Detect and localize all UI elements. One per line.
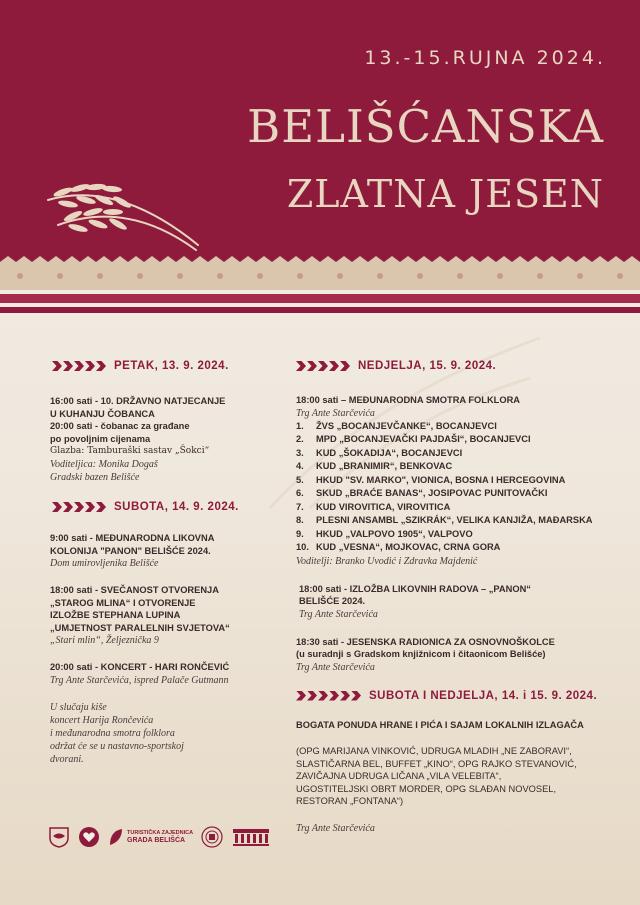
stripe-top [0, 294, 640, 303]
wheat-icon [38, 170, 208, 260]
heart-emblem-icon [78, 826, 100, 848]
sunday-exhibition: 18:00 sati - IZLOŽBA LIKOVNIH RADOVA – „PANON“ BELIŠĆE 2024. Trg Ante Starčevića [299, 583, 531, 620]
vendor-list: (OPG MARIJANA VINKOVIĆ, UDRUGA MLADIH „NE ZABORAVI“, SLASTIČARNA BEL, BUFFET „KINO“, OPG RAJKO STEVANOVIĆ, ZAVIČAJNA UDRUGA LIČANA „VILA VELEBITA“, UGOSTITELJSKI OBRT MORDER, OPG SLAĐAN NOVOSEL, RESTORAN „FONTANA“) [296, 746, 577, 806]
saturday-event-3: 20:00 sati - KONCERT - HARI RONČEVIĆ Trg Ante Starčevića, ispred Palače Gutmann [50, 662, 230, 686]
saturday-event-1: 9:00 sati - MEĐUNARODNA LIKOVNA KOLONIJA "PANON" BELIŠĆE 2024. Dom umirovljenika Belišće [50, 533, 215, 569]
title-line-2: ZLATNA JESEN [286, 172, 604, 216]
rain-note: U slučaju kiše koncert Harija Rončevića i međunarodna smotra folklora održat će se u nastavno-sportskoj dvorani. [50, 701, 184, 765]
friday-place: Gradski bazen Belišće [50, 472, 140, 483]
list-item: 9. HKUD „VALPOVO 1905“, VALPOVO [296, 528, 473, 539]
list-item: 1. ŽVS „BOCANJEVČANKE“, BOCANJEVCI [296, 420, 497, 431]
sunday-heading: NEDJELJA, 15. 9. 2024. [296, 356, 621, 376]
friday-heading: PETAK, 13. 9. 2024. [52, 356, 296, 376]
list-item: 4. KUD „BRANIMIR“, BENKOVAC [296, 461, 453, 471]
saturday-event-2: 18:00 sati - SVEČANOST OTVORENJA „STAROG MLINA“ I OTVORENJE IZLOŽBE STEPHANA LUPINA „UMJETNOST PARALELNIH SVJETOVA“ „Stari mlin“, Željeznička 9 [50, 585, 230, 646]
friday-events: 16:00 sati - 10. DRŽAVNO NATJECANJE U KUHANJU ČOBANCA 20:00 sati - čobanac za građane po povoljnim cijenama Glazba: Tamburaški sastav „Šokci“ Voditeljica: Monika Dogaš Gradski bazen Belišće [50, 395, 296, 484]
weekend-fair: BOGATA PONUDA HRANE I PIĆA I SAJAM LOKALNIH IZLAGAČA (OPG MARIJANA VINKOVIĆ, UDRUGA MLADIH „NE ZABORAVI“, SLASTIČARNA BEL, BUFFET „KINO“, OPG RAJKO STEVANOVIĆ, ZAVIČAJNA UDRUGA LIČANA „VILA VELEBITA“, UGOSTITELJSKI OBRT MORDER, OPG SLAĐAN NOVOSEL, RESTORAN „FONTANA“) Trg Ante Starčevića [296, 719, 621, 835]
title-line-1: BELIŠĆANSKA [247, 100, 604, 153]
library-building-icon [231, 826, 271, 848]
stripe-bottom [0, 307, 640, 313]
friday-host: Voditeljica: Monika Dogaš [50, 459, 158, 470]
list-item: 8. PLESNI ANSAMBL „SZIKRÁK“, VELIKA KANJIŽA, MAĐARSKA [296, 515, 593, 525]
arrows-icon [52, 361, 106, 371]
sunday-folklore: 18:00 sati – MEĐUNARODNA SMOTRA FOLKLORA Trg Ante Starčevića 1. ŽVS „BOCANJEVČANKE“, BOCANJEVCI 2. MPD „BOCANJEVAČKI PAJDAŠI“, BOCANJEVCI 3. KUD „ŠOKADIJA“, BOCANJEVCI 4. KUD „BRANIMIR“, BENKOVAC 5. HKUD "SV. MARKO", VIONICA, BOSNA I HERCEGOVINA 6. SKUD „BRAĆE BANAS“, JOSIPOVAC PUNITOVAČKI 7. KUD VIROVITICA, VIROVITICA 8. PLESNI ANSAMBL „SZIKRÁK“, VELIKA KANJIŽA, MAĐARSKA 9. HKUD „VALPOVO 1905“, VALPOVO 10. KUD „VESNA“, MOJKOVAC, CRNA GORA Voditelji: Branko Uvodić i Zdravka Majdenić [296, 394, 621, 568]
arrows-icon [52, 502, 106, 512]
leaf-icon [108, 827, 124, 847]
city-crest-icon [48, 826, 70, 848]
sunday-workshop: 18:30 sati - JESENSKA RADIONICA ZA OSNOVNOŠKOLCE (u suradnji s Gradskom knjižnicom i čitaonicom Belišće) Trg Ante Starčevića [296, 636, 555, 673]
tourist-board-logo: TURISTIČKA ZAJEDNICA GRADA BELIŠĆA [108, 827, 193, 847]
header-banner [0, 0, 640, 258]
sponsor-logos [48, 826, 271, 848]
event-dates: 13.-15.RUJNA 2024. [364, 47, 606, 69]
saturday-heading: SUBOTA, 14. 9. 2024. [52, 497, 296, 517]
lace-border [0, 254, 640, 290]
list-item: 10. KUD „VESNA“, MOJKOVAC, CRNA GORA [296, 542, 501, 552]
list-item: 6. SKUD „BRAĆE BANAS“, JOSIPOVAC PUNITOVAČKI [296, 488, 548, 498]
arrows-icon [296, 691, 361, 701]
folklore-groups-list [296, 420, 621, 555]
list-item: 2. MPD „BOCANJEVAČKI PAJDAŠI“, BOCANJEVCI [296, 434, 531, 444]
list-item: 7. KUD VIROVITICA, VIROVITICA [296, 501, 451, 512]
friday-music: Glazba: Tamburaški sastav „Šokci“ [50, 446, 210, 456]
list-item: 5. HKUD "SV. MARKO", VIONICA, BOSNA I HERCEGOVINA [296, 474, 566, 485]
round-seal-icon [201, 826, 223, 848]
weekend-heading: SUBOTA I NEDJELJA, 14. i 15. 9. 2024. [296, 686, 621, 706]
arrows-icon [296, 361, 350, 371]
left-column [46, 356, 296, 766]
right-column [296, 356, 621, 835]
list-item: 3. KUD „ŠOKADIJA“, BOCANJEVCI [296, 447, 463, 458]
